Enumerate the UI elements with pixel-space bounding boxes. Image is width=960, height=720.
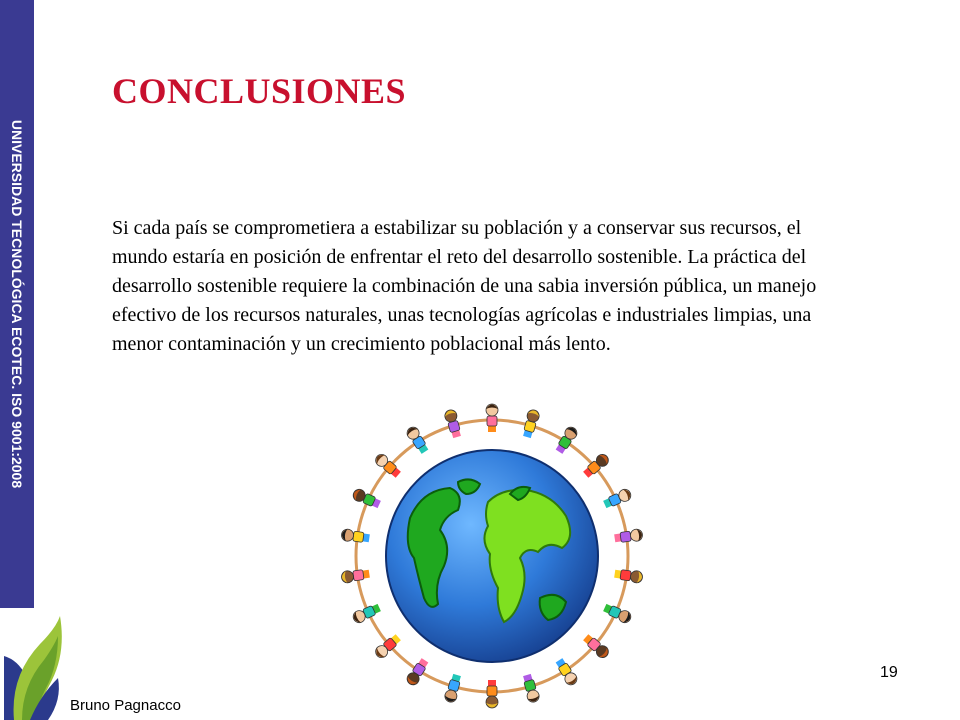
child-figure bbox=[486, 680, 498, 708]
page-number: 19 bbox=[880, 664, 898, 681]
slide-body-text: Si cada país se comprometiera a estabilizar su población y a conservar sus recursos, el mundo estaría en posición de enfrentar el reto del desarrollo sostenible. La práctica del desarrollo sostenible requiere la combinación de una sabia inversión pública, un manejo efectivo de los recursos naturales, unas tecnologías agrícolas e industriales limpias, una menor contaminación y un crecimiento poblacional más lento. bbox=[112, 217, 817, 355]
ecotec-leaf-logo-icon bbox=[0, 616, 66, 720]
children-around-globe-icon bbox=[340, 398, 644, 714]
university-name: UNIVERSIDAD TECNOLÓGICA ECOTEC. ISO 9001:2008 bbox=[9, 119, 25, 489]
university-sidebar bbox=[0, 0, 34, 608]
author-name: Bruno Pagnacco bbox=[70, 697, 181, 714]
child-figure bbox=[486, 404, 498, 432]
slide-title: CONCLUSIONES bbox=[112, 71, 407, 111]
